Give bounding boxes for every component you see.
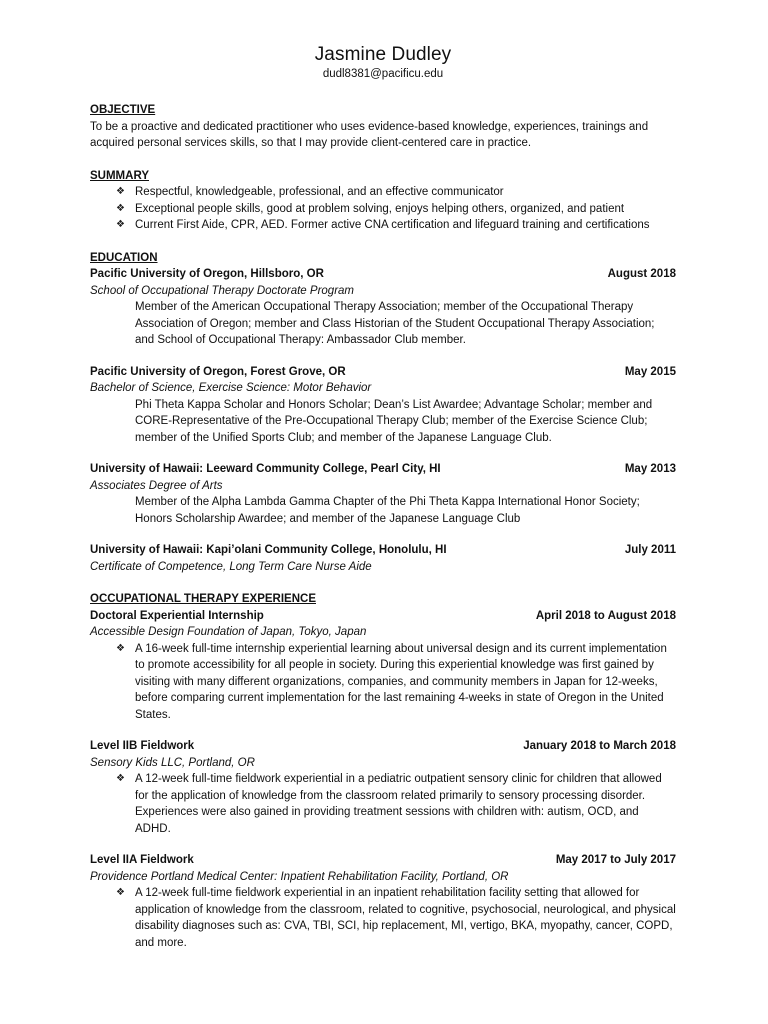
summary-heading: SUMMARY: [90, 169, 149, 182]
objective-text: To be a proactive and dedicated practitioner who uses evidence-based knowledge, experiences, trainings and acquired personal services skills, so that I may provide client-centered care in practice.: [90, 120, 649, 149]
education-entry: [90, 364, 676, 447]
program-name: School of Occupational Therapy Doctorate Program: [90, 284, 354, 297]
organization: Providence Portland Medical Center: Inpatient Rehabilitation Facility, Portland, OR: [90, 870, 509, 883]
education-entry: [90, 266, 676, 349]
list-item: [116, 771, 676, 837]
experience-bullets: [90, 885, 676, 951]
diamond-bullet-icon: ❖: [116, 773, 125, 784]
organization: Accessible Design Foundation of Japan, Tokyo, Japan: [90, 626, 367, 638]
graduation-date: May 2015: [624, 365, 676, 378]
school-name: Pacific University of Oregon, Forest Grove, OR: [90, 365, 346, 378]
position-title: Doctoral Experiential Internship: [90, 609, 264, 622]
diamond-bullet-icon: ❖: [116, 186, 125, 197]
education-entry: [90, 542, 676, 575]
education-details: Member of the American Occupational Therapy Association; member of the Occupational Therapy Association of Oregon; member and Class Historian of the Student Occupational Therapy Association; and School of Occupational Therapy: Ambassador Club member.: [135, 301, 655, 346]
experience-description: A 12-week full-time fieldwork experiential in a pediatric outpatient sensory clinic for children that allowed for the application of knowledge from the classroom related primarily to sensory processing disorder. Experiences were also gained in providing treatment sessions with children with: autism, OCD, and ADHD.: [135, 773, 662, 835]
diamond-bullet-icon: ❖: [116, 219, 125, 230]
graduation-date: July 2011: [624, 544, 676, 556]
graduation-date: August 2018: [607, 268, 676, 280]
program-name: Certificate of Competence, Long Term Care Nurse Aide: [90, 560, 372, 573]
education-entry: [90, 461, 676, 527]
diamond-bullet-icon: ❖: [116, 887, 125, 898]
diamond-bullet-icon: ❖: [116, 202, 125, 214]
experience-entry: [90, 738, 676, 837]
contact-email[interactable]: dudl8381@pacificu.edu: [322, 68, 444, 80]
school-name: Pacific University of Oregon, Hillsboro, OR: [90, 268, 324, 280]
candidate-name: Jasmine Dudley: [314, 44, 452, 65]
experience-description: A 12-week full-time fieldwork experiential in an inpatient rehabilitation facility setting that allowed for application of knowledge from the classroom, related to cognitive, psychosocial, neurological, and physical disability diagnoses such as: CVA, TBI, SCI, hip replacement, MI, vertigo, BKA, myopathy, cancer, COPD, and more.: [135, 887, 676, 949]
summary-item: Current First Aide, CPR, AED. Former active CNA certification and lifeguard training and certifications: [135, 219, 650, 231]
list-item: [116, 641, 676, 724]
school-name: University of Hawaii: Leeward Community College, Pearl City, HI: [90, 463, 441, 475]
diamond-bullet-icon: ❖: [116, 642, 125, 654]
position-dates: January 2018 to March 2018: [523, 740, 676, 752]
graduation-date: May 2013: [624, 463, 676, 475]
summary-item: Respectful, knowledgeable, professional, and an effective communicator: [135, 186, 504, 198]
program-name: Associates Degree of Arts: [90, 479, 223, 492]
education-heading: EDUCATION: [90, 251, 158, 264]
education-details: Phi Theta Kappa Scholar and Honors Scholar; Dean’s List Awardee; Advantage Scholar; member and CORE-Representative of the Pre-Occupational Therapy Club; member of the Exercise Science Club; member of the Unified Sports Club; and member of the Japanese Language Club.: [135, 398, 653, 444]
objective-heading: OBJECTIVE: [90, 104, 156, 116]
experience-bullets: [90, 771, 676, 837]
position-dates: May 2017 to July 2017: [555, 854, 676, 866]
position-title: Level IIA Fieldwork: [90, 854, 194, 866]
summary-list: [90, 184, 676, 234]
experience-description: A 16-week full-time internship experiential learning about universal design and its current implementation to promote accessibility for all people in society. During this experiential knowledge was first gained by visiting with many different organizations, companies, and community members in Japan for 12-weeks, before comparing current implementation for the last remaining 4-weeks in state of Oregon in the United States.: [135, 642, 667, 721]
experience-entry: [90, 608, 676, 724]
experience-bullets: [90, 641, 676, 724]
position-title: Level IIB Fieldwork: [90, 740, 195, 752]
experience-entry: [90, 852, 676, 951]
experience-heading: OCCUPATIONAL THERAPY EXPERIENCE: [90, 593, 316, 605]
summary-item: Exceptional people skills, good at problem solving, enjoys helping others, organized, and patient: [135, 202, 625, 215]
organization: Sensory Kids LLC, Portland, OR: [90, 756, 255, 769]
list-item: [116, 885, 676, 951]
school-name: University of Hawaii: Kapi’olani Community College, Honolulu, HI: [90, 544, 447, 556]
position-dates: April 2018 to August 2018: [535, 609, 676, 622]
list-item: [116, 217, 676, 234]
education-details: Member of the Alpha Lambda Gamma Chapter of the Phi Theta Kappa International Honor Society; Honors Scholarship Awardee; and member of the Japanese Language Club: [135, 496, 640, 525]
list-item: [116, 201, 676, 218]
program-name: Bachelor of Science, Exercise Science: Motor Behavior: [90, 382, 372, 394]
list-item: [116, 184, 676, 201]
